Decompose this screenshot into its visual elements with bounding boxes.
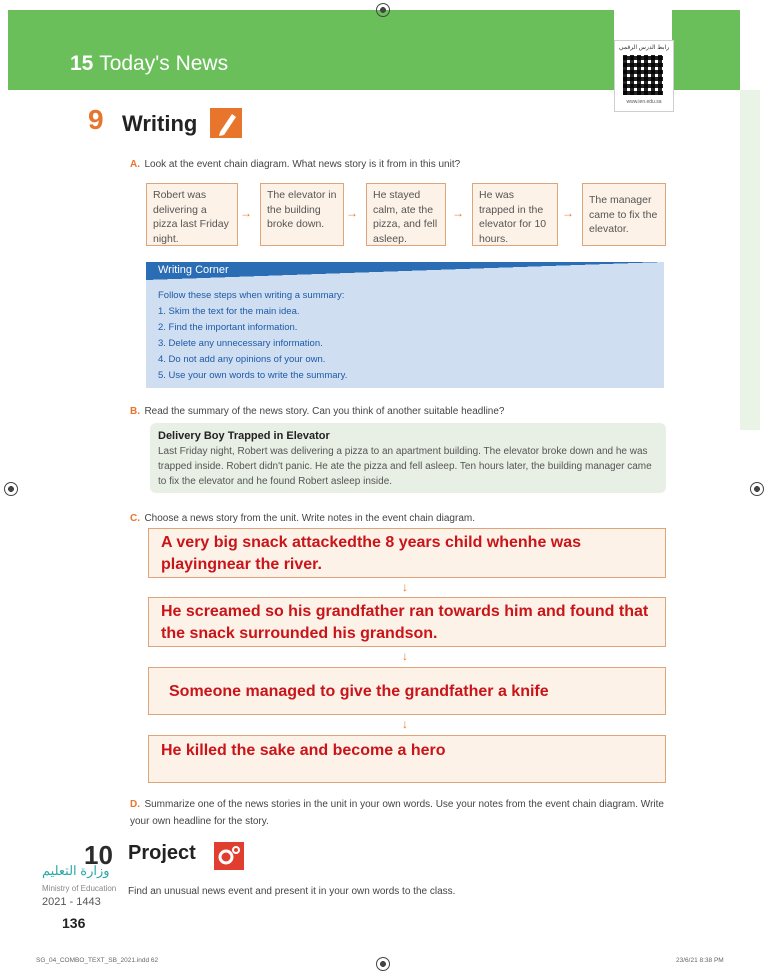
unit-number: 15 <box>70 52 94 75</box>
event-note-field[interactable]: A very big snack attackedthe 8 years child whenhe was playingnear the river. <box>148 528 666 578</box>
chain-box: The manager came to fix the elevator. <box>582 183 666 246</box>
part-d-text: Summarize one of the news stories in the unit in your own words. Use your notes from the event chain diagram. Write your own headline for the story. <box>130 799 664 827</box>
writing-corner-body <box>146 280 664 388</box>
writing-step: 5. Use your own words to write the summary. <box>158 370 348 381</box>
ministry-year: 2021 - 1443 <box>42 896 101 908</box>
arrow-down-icon: ↓ <box>402 649 408 663</box>
ministry-name: Ministry of Education <box>42 884 117 893</box>
registration-mark-icon <box>4 482 18 496</box>
ministry-logo-arabic: وزارة التعليم <box>42 863 110 878</box>
section-title: Writing <box>122 111 198 136</box>
part-c-letter: C. <box>130 513 140 524</box>
unit-name: Today's News <box>99 52 229 75</box>
page-margin-strip <box>740 90 760 430</box>
unit-title <box>70 52 228 76</box>
gears-icon <box>214 842 244 870</box>
event-note-field[interactable]: He killed the sake and become a hero <box>148 735 666 783</box>
part-b-letter: B. <box>130 406 140 417</box>
qr-url: www.ien.edu.sa <box>626 99 662 105</box>
writing-step: 4. Do not add any opinions of your own. <box>158 354 326 365</box>
chain-box: He stayed calm, ate the pizza, and fell asleep. <box>366 183 446 246</box>
part-c-instruction <box>130 508 670 526</box>
project-instruction: Find an unusual news event and present it in your own words to the class. <box>128 886 456 897</box>
arrow-right-icon: → <box>562 206 574 220</box>
part-a-letter: A. <box>130 159 140 170</box>
part-a-text: Look at the event chain diagram. What news story is it from in this unit? <box>144 159 461 170</box>
registration-mark-icon <box>376 957 390 971</box>
qr-caption: رابط الدرس الرقمي <box>618 45 670 51</box>
arrow-down-icon: ↓ <box>402 580 408 594</box>
writing-step: 1. Skim the text for the main idea. <box>158 306 300 317</box>
writing-step: 2. Find the important information. <box>158 322 298 333</box>
part-d-letter: D. <box>130 799 140 810</box>
page-number: 136 <box>62 915 86 931</box>
section-number: 9 <box>88 104 104 135</box>
summary-text: Last Friday night, Robert was delivering a pizza to an apartment building. The elevator broke down and he was trapped inside. Robert didn't panic. He ate the pizza and fell asleep. Ten hours later, the building manager came to fix the elevator and he found Robert asleep inside. <box>158 446 652 487</box>
part-b-instruction <box>130 401 670 419</box>
chain-box: Robert was delivering a pizza last Friday night. <box>146 183 238 246</box>
chain-box: He was trapped in the elevator for 10 hours. <box>472 183 558 246</box>
event-note-field[interactable]: Someone managed to give the grandfather a knife <box>148 667 666 715</box>
footer-date: 23/6/21 8:38 PM <box>676 957 724 964</box>
arrow-right-icon: → <box>240 206 252 220</box>
writing-corner-title: Writing Corner <box>158 264 229 276</box>
chain-box: The elevator in the building broke down. <box>260 183 344 246</box>
unit-header-band-right <box>672 10 740 90</box>
unit-header-band <box>8 10 614 90</box>
summary-box <box>150 423 666 493</box>
footer-file-info: SG_04_COMBO_TEXT_SB_2021.indd 62 <box>36 957 159 964</box>
event-note-field[interactable]: He screamed so his grandfather ran towards him and found that the snack surrounded his grandson. <box>148 597 666 647</box>
part-c-text: Choose a news story from the unit. Write notes in the event chain diagram. <box>144 513 475 524</box>
project-title: Project <box>128 842 196 864</box>
part-b-text: Read the summary of the news story. Can you think of another suitable headline? <box>144 406 505 417</box>
summary-headline: Delivery Boy Trapped in Elevator <box>158 430 330 442</box>
pencil-icon <box>210 108 242 138</box>
arrow-right-icon: → <box>346 206 358 220</box>
writing-step: 3. Delete any unnecessary information. <box>158 338 323 349</box>
writing-corner-intro: Follow these steps when writing a summary: <box>158 290 345 301</box>
registration-mark-icon <box>750 482 764 496</box>
project-number: 10 <box>84 840 113 870</box>
registration-mark-icon <box>376 3 390 17</box>
arrow-right-icon: → <box>452 206 464 220</box>
qr-code-icon[interactable] <box>623 55 663 95</box>
part-a-instruction <box>130 154 670 172</box>
arrow-down-icon: ↓ <box>402 717 408 731</box>
part-d-instruction <box>130 795 670 829</box>
